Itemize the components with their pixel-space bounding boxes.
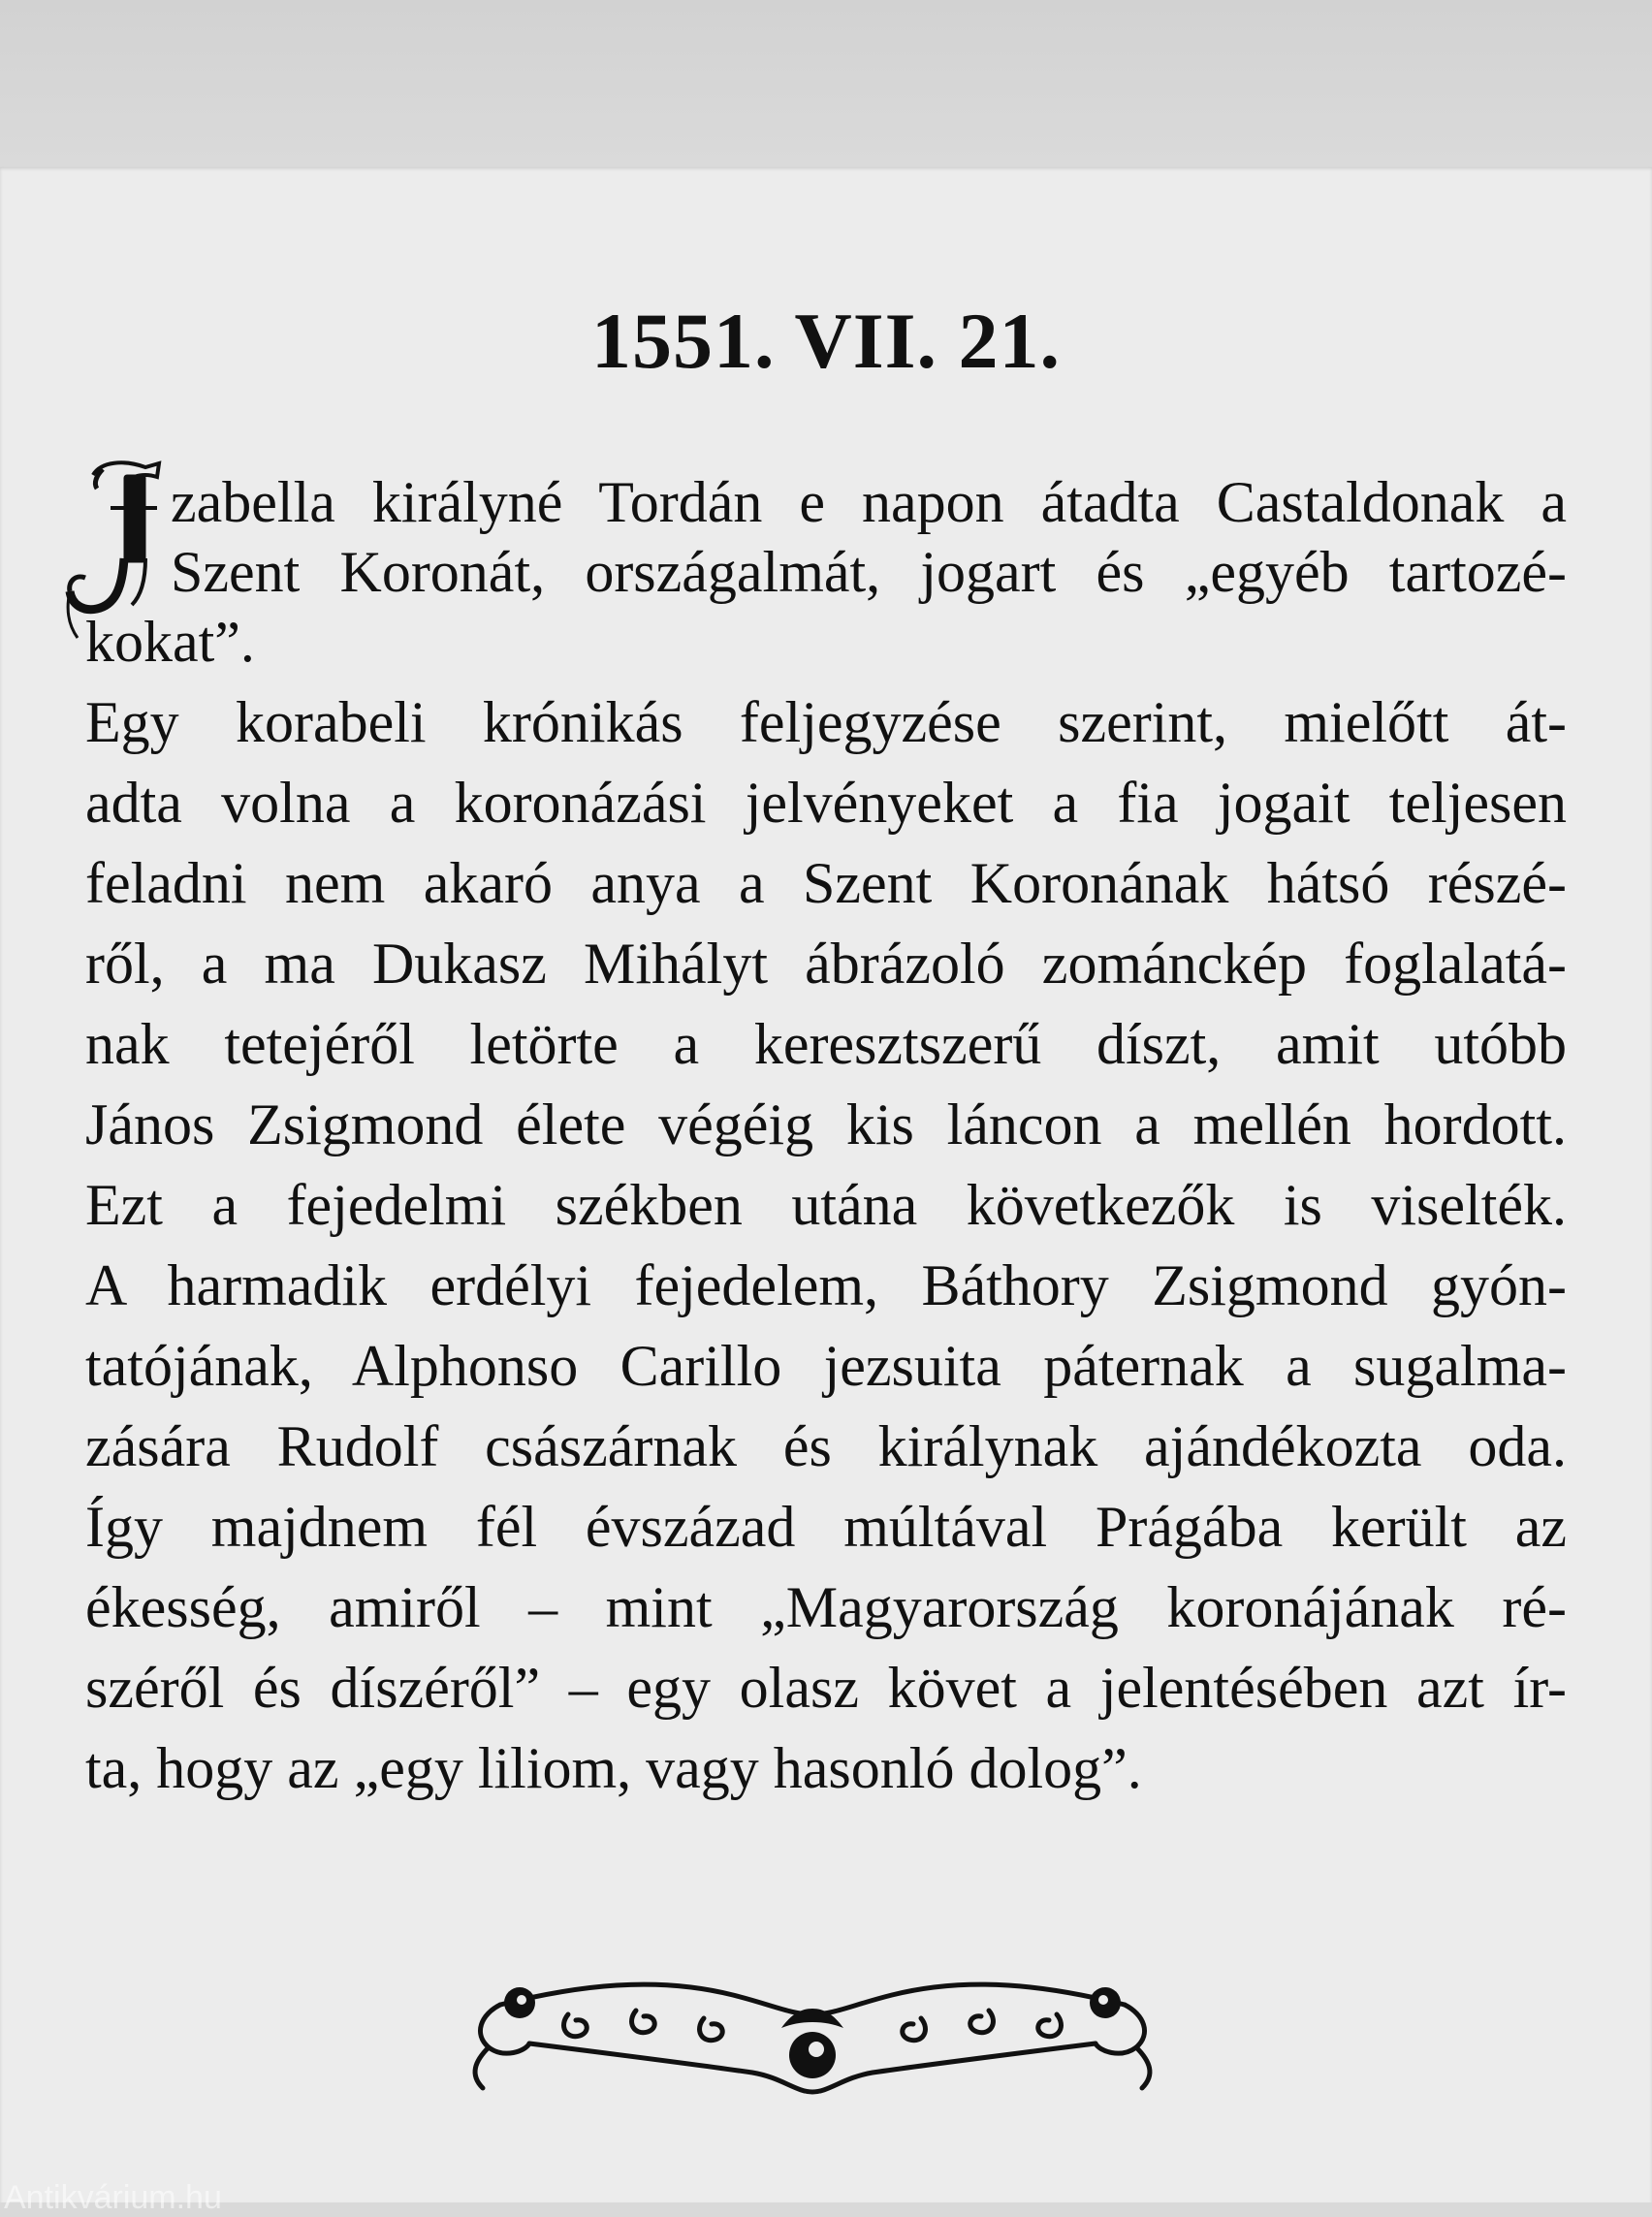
text-line: ről, a ma Dukasz Mihályt ábrázoló zománckép foglalatá- [85,932,1567,996]
text-line: Ezt a fejedelmi székben utána következők is viselték. [85,1173,1567,1237]
text-line: zabella királyné Tordán e napon átadta Castaldonak a [171,470,1567,534]
text-line: széről és díszéről” – egy olasz követ a jelentésében azt ír- [85,1656,1567,1720]
text-line: tatójának, Alphonso Carillo jezsuita páternak a sugalma- [85,1334,1567,1398]
text-line: A harmadik erdélyi fejedelem, Báthory Zsigmond gyón- [85,1253,1567,1317]
text-line: adta volna a koronázási jelvényeket a fia jogait teljesen [85,771,1567,835]
text-line: zására Rudolf császárnak és királynak ajándékozta oda. [85,1414,1567,1478]
text-line: Egy korabeli krónikás feljegyzése szerint, mielőtt át- [85,690,1567,754]
text-line: Szent Koronát, országalmát, jogart és „egyéb tartozé- [171,540,1567,604]
text-line: nak tetejéről letörte a keresztszerű díszt, amit utóbb [85,1012,1567,1076]
text-line: feladni nem akaró anya a Szent Koronának hátsó részé- [85,851,1567,915]
text-line: kokat”. [85,610,255,674]
text-line: Így majdnem fél évszázad múltával Prágába került az [85,1495,1567,1559]
text-line: ékesség, amiről – mint „Magyarország koronájának ré- [85,1575,1567,1639]
background-strip [0,0,1652,167]
watermark: Antikvárium.hu [4,2179,222,2216]
text-line: János Zsigmond élete végéig kis láncon a mellén hordott. [85,1093,1567,1156]
ornament-divider [461,1947,1163,2111]
page-title: 1551. VII. 21. [590,297,1062,385]
text-line: ta, hogy az „egy liliom, vagy hasonló dolog”. [85,1736,1142,1800]
